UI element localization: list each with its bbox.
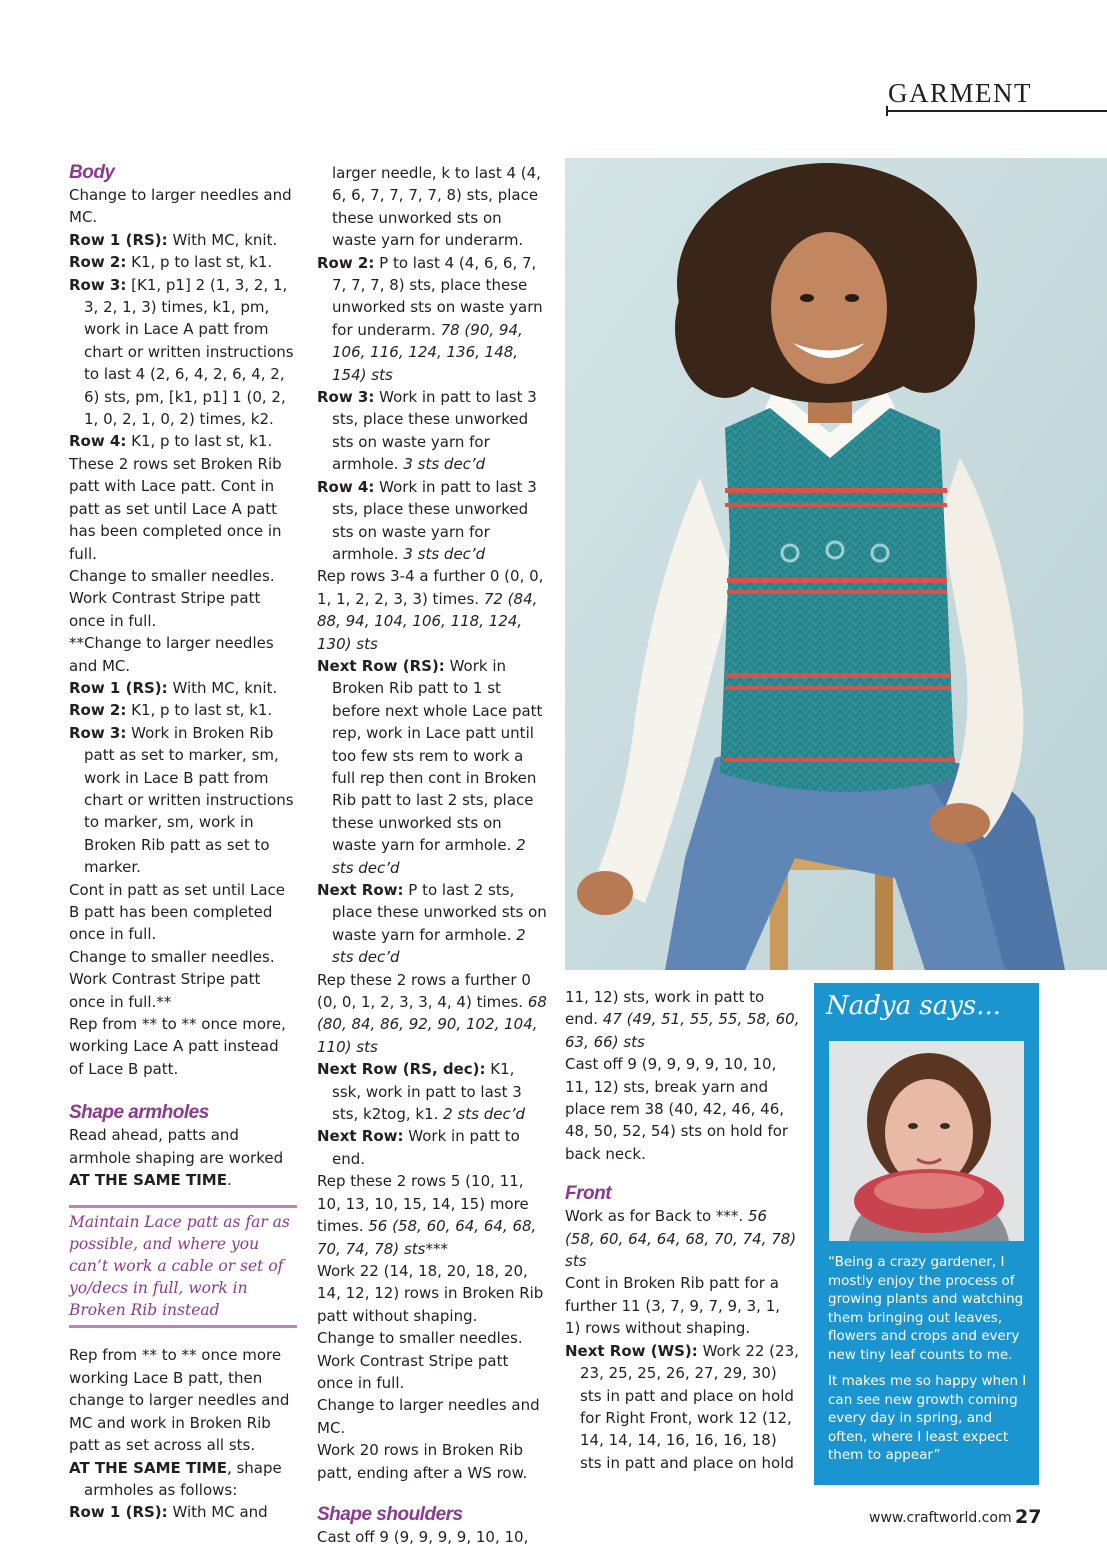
instruction-line: Row 4: K1, p to last st, k1.	[69, 432, 273, 451]
instruction-line: Row 2: P to last 4 (4, 6, 6, 7, 7, 7, 7, 8) sts, place these unworked sts on waste yarn for underarm. 78 (90, 94, 106, 116, 124, 136, 148, 154) sts	[317, 253, 543, 384]
instruction-line: Change to larger needles and MC.	[317, 1396, 540, 1437]
body-heading: Body	[69, 162, 115, 183]
model-photo	[565, 158, 1107, 970]
instruction-line: Row 3: Work in patt to last 3 sts, place these unworked sts on waste yarn for armhole. 3 sts dec’d	[317, 388, 537, 474]
quote-paragraph-2: It makes me so happy when I can see new growth coming every day in spring, and often, where I least expect them to appear”	[828, 1373, 1027, 1463]
instruction-line: Rep these 2 rows a further 0 (0, 0, 1, 2, 3, 3, 4, 4) times. 68 (80, 84, 86, 92, 90, 102, 104, 110) sts	[317, 970, 547, 1056]
instruction-line: These 2 rows set Broken Rib patt with Lace patt. Cont in patt as set until Lace A patt has been completed once in full.	[69, 454, 282, 563]
instruction-line: Row 2: K1, p to last st, k1.	[69, 253, 273, 272]
instruction-line: Cont in patt as set until Lace B patt has been completed once in full.	[69, 880, 285, 944]
instruction-line: Row 3: [K1, p1] 2 (1, 3, 2, 1, 3, 2, 1, 3) times, k1, pm, work in Lace A patt from chart or written instructions to last 4 (2, 6, 4, 2, 6, 4, 2, 6) sts, pm, [k1, p1] 1 (0, 2, 1, 0, 2, 1, 0, 2) times, k2.	[69, 275, 294, 429]
pull-quote: Maintain Lace patt as far as possible, and where you can’t work a cable or set of yo/decs in full, work in Broken Rib instead	[69, 1205, 297, 1328]
column-1	[69, 162, 297, 1524]
instruction-line: larger needle, k to last 4 (4, 6, 6, 7, 7, 7, 7, 8) sts, place these unworked sts on waste yarn for underarm.	[332, 164, 541, 250]
quote-title: Nadya says...	[826, 991, 1002, 1021]
body-instructions	[69, 184, 297, 1080]
instruction-line: Row 1 (RS): With MC, knit.	[69, 678, 278, 697]
instruction-line: Next Row: P to last 2 sts, place these unworked sts on waste yarn for armhole. 2 sts dec’d	[317, 881, 547, 967]
footer-url[interactable]: www.craftworld.com	[869, 1510, 1012, 1526]
instruction-line: Work Contrast Stripe patt once in full.**	[69, 970, 261, 1011]
designer-quote-box	[814, 983, 1039, 1485]
instruction-line: Cont in Broken Rib patt for a further 11 (3, 7, 9, 7, 9, 3, 1, 1) rows without shaping.	[565, 1274, 781, 1338]
instruction-line: Next Row (RS, dec): K1, ssk, work in patt to last 3 sts, k2tog, k1. 2 sts dec’d	[317, 1060, 526, 1124]
instruction-line: Cast off 9 (9, 9, 9, 9, 10, 10, 11, 12) sts, break yarn and place rem 38 (40, 42, 46, 46, 48, 50, 52, 54) sts on hold for back neck.	[565, 1055, 789, 1163]
page-number: 27	[1015, 1506, 1042, 1528]
instruction-line: Rep from ** to ** once more, working Lace A patt instead of Lace B patt.	[69, 1015, 286, 1078]
instruction-line: Work 20 rows in Broken Rib patt, ending after a WS row.	[317, 1441, 528, 1482]
instruction-line: Change to larger needles and MC.	[69, 186, 292, 227]
instruction-line: Row 4: Work in patt to last 3 sts, place these unworked sts on waste yarn for armhole. 3 sts dec’d	[317, 477, 537, 563]
instruction-line: Work as for Back to ***. 56 (58, 60, 64, 64, 68, 70, 74, 78) sts	[565, 1207, 797, 1271]
column-3	[565, 986, 800, 1474]
front-heading: Front	[565, 1183, 612, 1205]
quote-text	[828, 1253, 1028, 1473]
instruction-line: Rep rows 3-4 a further 0 (0, 0, 1, 1, 2, 2, 3, 3) times. 72 (84, 88, 94, 104, 106, 118, 124, 130) sts	[317, 567, 544, 653]
instruction-line: AT THE SAME TIME, shape armholes as follows:	[69, 1458, 282, 1499]
instruction-line: Rep from ** to ** once more working Lace B patt, then change to larger needles and MC and work in Broken Rib patt as set across all sts.	[69, 1346, 290, 1455]
instruction-line: 11, 12) sts, work in patt to end. 47 (49, 51, 55, 55, 58, 60, 63, 66) sts	[565, 988, 800, 1051]
front-instructions	[565, 1205, 800, 1474]
instruction-line: Next Row (RS): Work in Broken Rib patt to 1 st before next whole Lace patt rep, work in Lace patt until too few sts rem to work a full rep then cont in Broken Rib patt to last 2 sts, place these unworked sts on waste yarn for armhole. 2 sts dec’d	[317, 656, 543, 877]
armholes-instructions	[69, 1344, 297, 1523]
instruction-line: Row 1 (RS): With MC and	[69, 1503, 268, 1522]
shape-armholes-heading: Shape armholes	[69, 1102, 209, 1124]
back-neck-instructions	[565, 986, 800, 1165]
back-instructions	[317, 162, 547, 1484]
shape-shoulders-heading: Shape shoulders	[317, 1503, 463, 1525]
instruction-line: Work Contrast Stripe patt once in full.	[317, 1351, 509, 1392]
instruction-line: Change to smaller needles.	[317, 1329, 523, 1348]
instruction-line: Row 3: Work in Broken Rib patt as set to marker, sm, work in Lace B patt from chart or written instructions to marker, sm, work in Broken Rib patt as set to marker.	[69, 723, 294, 877]
instruction-line: **Change to larger needles and MC.	[69, 634, 274, 675]
instruction-line: Row 1 (RS): With MC, knit.	[69, 230, 278, 249]
instruction-line: Next Row: Work in patt to end.	[317, 1127, 520, 1168]
armholes-intro: Read ahead, patts and armhole shaping are worked AT THE SAME TIME.	[69, 1126, 284, 1190]
shoulders-text: Cast off 9 (9, 9, 9, 9, 10, 10,	[317, 1527, 529, 1546]
instruction-line: Row 2: K1, p to last st, k1.	[69, 701, 273, 720]
designer-photo	[829, 1041, 1024, 1241]
section-tag: GARMENT	[888, 78, 1032, 108]
instruction-line: Next Row (WS): Work 22 (23, 23, 25, 25, 26, 27, 29, 30) sts in patt and place on hold for Right Front, work 12 (12, 14, 14, 14, 16, 16, 16, 18) sts in patt and place on hold	[565, 1341, 799, 1472]
instruction-line: Rep these 2 rows 5 (10, 11, 10, 13, 10, 15, 14, 15) more times. 56 (58, 60, 64, 64, 68, 70, 74, 78) sts***	[317, 1172, 537, 1258]
instruction-line: Work Contrast Stripe patt once in full.	[69, 589, 261, 630]
quote-paragraph-1: “Being a crazy gardener, I mostly enjoy the process of growing plants and watching them bringing out leaves, flowers and crops and every new tiny leaf counts to me.	[828, 1254, 1024, 1363]
instruction-line: Change to smaller needles.	[69, 566, 275, 585]
instruction-line: Change to smaller needles.	[69, 947, 275, 966]
instruction-line: Work 22 (14, 18, 20, 18, 20, 14, 12, 12) rows in Broken Rib patt without shaping.	[317, 1261, 544, 1325]
section-rule	[886, 110, 1107, 112]
column-2	[317, 162, 547, 1548]
section-rule-tick	[886, 106, 888, 116]
